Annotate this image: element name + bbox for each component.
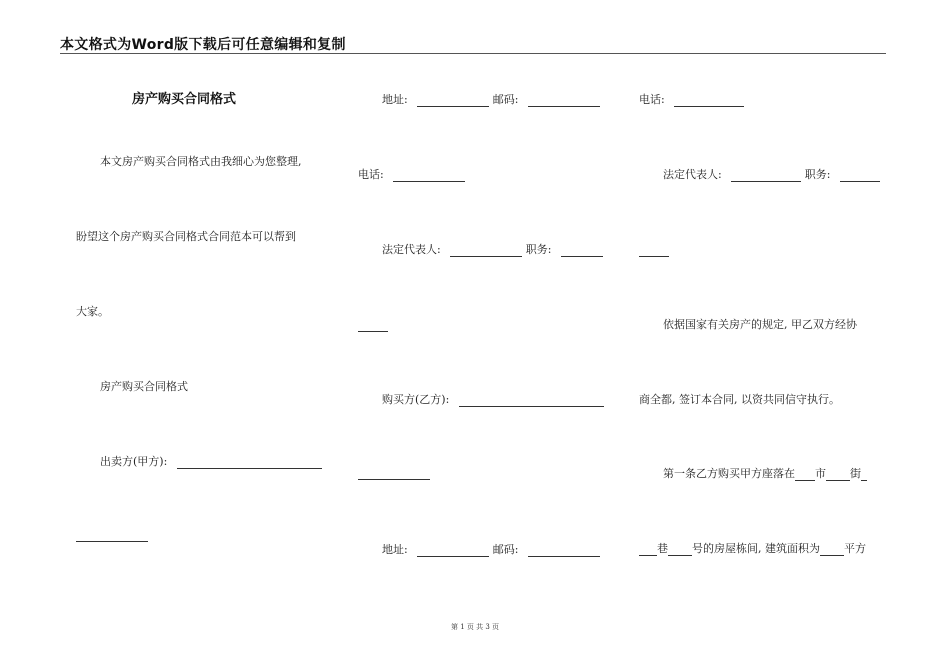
address2-blank (417, 546, 489, 557)
address2-label: 地址: (382, 543, 408, 556)
postcode2-label: 邮码: (492, 543, 519, 556)
contract-subtitle: 房产购买合同格式 (100, 380, 188, 393)
legal-rep-blank (450, 246, 522, 257)
seller-legal-rep-field (382, 243, 603, 257)
phone-label: 电话: (358, 168, 384, 181)
buyer-position-blank-2 (639, 246, 669, 257)
article-1-text-a: 第一条乙方购买甲方座落在 (663, 467, 795, 480)
postcode2-blank (528, 546, 600, 557)
intro-line-2: 盼望这个房产购买合同格式合同范本可以帮到 (76, 230, 296, 243)
buyer-position-blank (840, 171, 880, 182)
buyer-continuation (358, 466, 430, 480)
page-number: 第 1 页 共 3 页 (450, 623, 500, 631)
intro-line-1: 本文房产购买合同格式由我细心为您整理, (100, 155, 302, 168)
intro-line-3: 大家。 (76, 305, 109, 318)
buyer-position-label: 职务: (804, 168, 831, 181)
street-blank (826, 470, 850, 481)
article-1-text-e: 号的房屋栋间, 建筑面积为 (692, 542, 820, 555)
seller-position-continuation (358, 318, 388, 332)
buyer-position-continuation (639, 243, 669, 257)
buyer-legal-rep-label: 法定代表人: (663, 168, 722, 181)
postcode-label: 邮码: (492, 93, 519, 106)
seller-continuation (76, 528, 148, 542)
address-label: 地址: (382, 93, 408, 106)
preamble-line-2: 商全都, 签订本合同, 以资共同信守执行。 (639, 393, 840, 406)
lane-blank (639, 545, 657, 556)
buyer-address-field (382, 543, 600, 557)
document-title: 房产购买合同格式 (132, 92, 237, 107)
column-3 (639, 0, 889, 672)
article-1-text-c: 街 (850, 467, 861, 480)
buyer-blank-2 (358, 469, 430, 480)
article-1-text-b: 市 (815, 467, 826, 480)
column-2 (358, 0, 608, 672)
seller-address-field (382, 93, 600, 107)
area-blank (820, 545, 844, 556)
position-blank (561, 246, 603, 257)
article-1-text-f: 平方 (844, 542, 866, 555)
legal-rep-label: 法定代表人: (382, 243, 441, 256)
buyer-blank (459, 396, 604, 407)
article-1-line-1 (663, 467, 867, 481)
buyer-phone-blank (674, 96, 744, 107)
article-1-line-2 (639, 542, 866, 556)
buyer-phone-field (639, 93, 744, 107)
phone-blank (393, 171, 465, 182)
column-1 (76, 0, 326, 672)
buyer-legal-rep-blank (731, 171, 801, 182)
city-blank (795, 470, 815, 481)
address-blank (417, 96, 489, 107)
buyer-phone-label: 电话: (639, 93, 665, 106)
postcode-blank (528, 96, 600, 107)
preamble-line-1: 依据国家有关房产的规定, 甲乙双方经协 (663, 318, 857, 331)
lane-blank-start (861, 470, 867, 481)
seller-blank-2 (76, 531, 148, 542)
seller-field (100, 455, 322, 469)
article-1-text-d: 巷 (657, 542, 668, 555)
document-header: 本文格式为Word版下载后可任意编辑和复制 (60, 37, 346, 53)
seller-blank (177, 458, 322, 469)
number-blank (668, 545, 692, 556)
buyer-field (382, 393, 604, 407)
position-blank-2 (358, 321, 388, 332)
seller-phone-field (358, 168, 465, 182)
position-label: 职务: (525, 243, 552, 256)
seller-label: 出卖方(甲方): (100, 455, 168, 468)
buyer-label: 购买方(乙方): (382, 393, 450, 406)
buyer-legal-rep-field (663, 168, 880, 182)
